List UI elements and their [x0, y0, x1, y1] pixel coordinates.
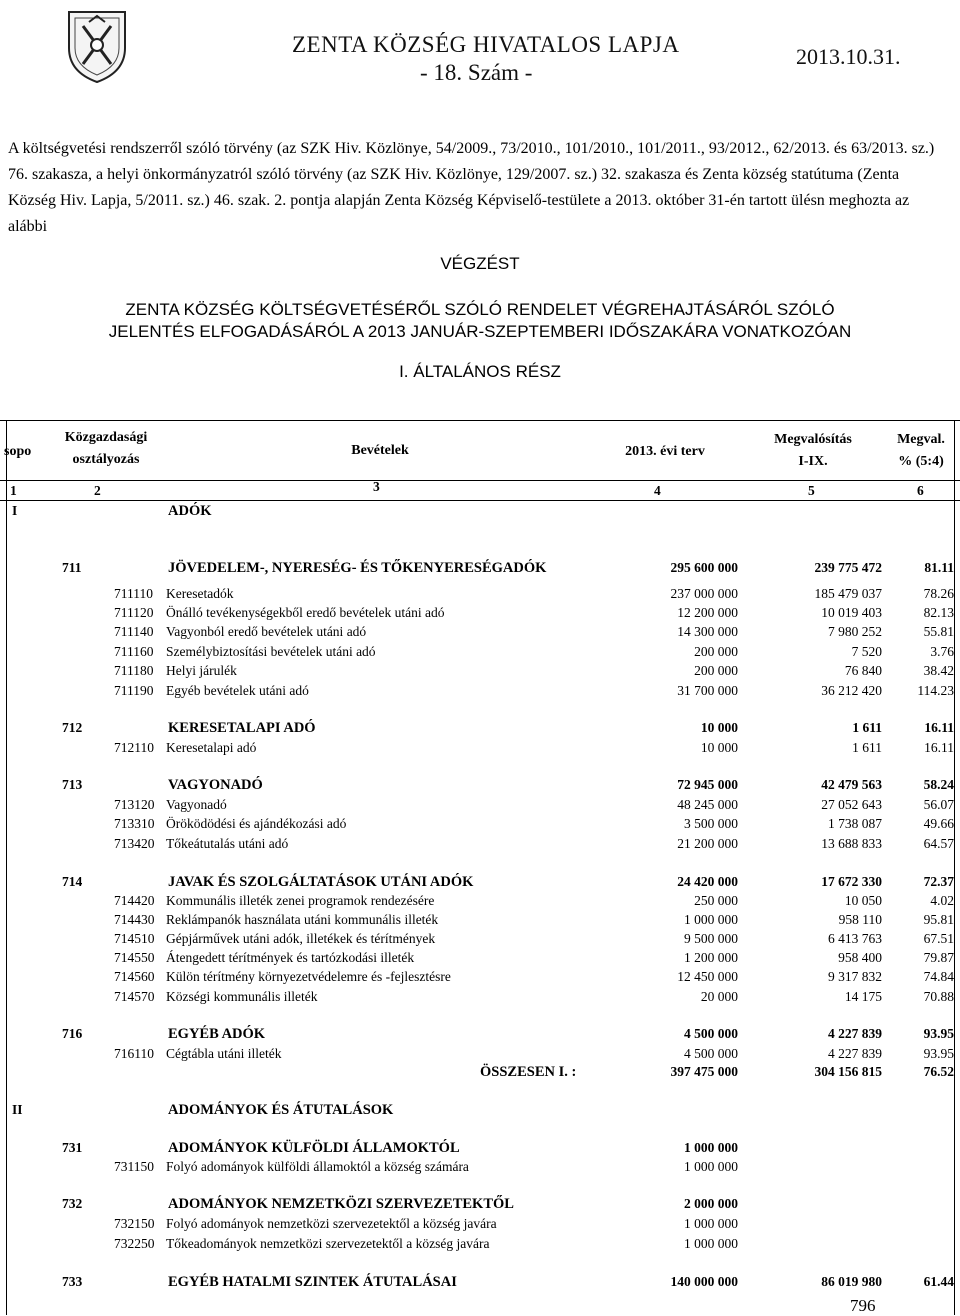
row-plan: 200 000 [694, 663, 738, 678]
row-code: 713420 [114, 836, 155, 851]
row-percent: 61.44 [923, 1274, 954, 1289]
table-row [0, 740, 960, 756]
row-code: 716 [62, 1026, 83, 1041]
table-row [0, 683, 960, 699]
row-code: 713 [62, 777, 83, 792]
row-percent: 16.11 [924, 740, 954, 755]
row-name: Önálló tevékenységekből eredő bevételek utáni adó [166, 605, 445, 620]
row-code: 716110 [114, 1046, 154, 1061]
column-number: 4 [654, 483, 661, 498]
table-row [0, 1216, 960, 1232]
row-realization: 10 019 403 [821, 605, 882, 620]
row-name: ÖSSZESEN I. : [480, 1064, 577, 1080]
column-number-row [0, 479, 960, 499]
row-realization: 304 156 815 [814, 1064, 882, 1079]
row-group: I [12, 503, 18, 518]
row-percent: 55.81 [923, 624, 954, 639]
header-realization-2: I-IX. [798, 454, 828, 469]
row-code: 711140 [114, 624, 154, 639]
table-row [0, 836, 960, 852]
row-code: 711160 [114, 644, 154, 659]
row-realization: 6 413 763 [828, 931, 882, 946]
column-number: 6 [917, 483, 924, 498]
row-percent: 78.26 [923, 586, 954, 601]
row-name: ADOMÁNYOK NEMZETKÖZI SZERVEZETEKTŐL [168, 1196, 514, 1212]
row-percent: 3.76 [930, 644, 954, 659]
table-row [0, 644, 960, 660]
table-row [0, 1196, 960, 1212]
row-name: Gépjárművek utáni adók, illetékek és térítmények [166, 931, 436, 946]
table-row [0, 1140, 960, 1156]
page-header [0, 0, 960, 88]
row-code: 731 [62, 1140, 83, 1155]
row-percent: 93.95 [923, 1026, 954, 1041]
row-name: Átengedett térítmények és tartózkodási illeték [166, 950, 415, 965]
row-code: 714510 [114, 931, 155, 946]
row-code: 711120 [114, 605, 154, 620]
row-plan: 397 475 000 [670, 1064, 738, 1079]
row-realization: 7 980 252 [828, 624, 882, 639]
row-plan: 10 000 [700, 720, 738, 735]
row-name: Egyéb bevételek utáni adó [166, 683, 309, 698]
header-percent-1: Megval. [897, 432, 945, 447]
row-plan: 31 700 000 [677, 683, 738, 698]
issue-number: - 18. Szám - [420, 60, 533, 85]
row-code: 711110 [114, 586, 153, 601]
table-row [0, 893, 960, 909]
table-row [0, 797, 960, 813]
row-name: Keresetalapi adó [166, 740, 257, 755]
row-plan: 4 500 000 [684, 1026, 738, 1041]
row-name: VAGYONADÓ [168, 777, 263, 793]
journal-title: ZENTA KÖZSÉG HIVATALOS LAPJA [292, 32, 680, 57]
column-number: 1 [10, 483, 17, 498]
table-row [0, 1159, 960, 1175]
row-realization: 4 227 839 [828, 1026, 882, 1041]
row-code: 733 [62, 1274, 83, 1289]
row-name: Folyó adományok külföldi államoktól a község számára [166, 1159, 469, 1174]
table-row [0, 1064, 960, 1080]
section-title: I. ÁLTALÁNOS RÉSZ [399, 362, 561, 381]
issue-date: 2013.10.31. [796, 44, 901, 69]
row-realization: 42 479 563 [821, 777, 882, 792]
row-realization: 1 738 087 [828, 816, 882, 831]
row-code: 731150 [114, 1159, 154, 1174]
row-percent: 4.02 [930, 893, 954, 908]
row-realization: 76 840 [844, 663, 882, 678]
row-realization: 27 052 643 [821, 797, 882, 812]
row-realization: 86 019 980 [821, 1274, 882, 1289]
row-percent: 76.52 [923, 1064, 954, 1079]
row-code: 732 [62, 1196, 83, 1211]
table-row [0, 560, 960, 576]
subject-line-2: JELENTÉS ELFOGADÁSÁRÓL A 2013 JANUÁR-SZEPTEMBERI IDŐSZAKÁRA VONATKOZÓAN [108, 322, 852, 341]
row-name: ADÓK [168, 503, 212, 519]
row-name: Vagyonból eredő bevételek utáni adó [166, 624, 367, 639]
row-realization: 958 400 [838, 950, 882, 965]
row-plan: 20 000 [700, 989, 738, 1004]
table-row [0, 989, 960, 1005]
row-percent: 64.57 [923, 836, 954, 851]
row-realization: 185 479 037 [814, 586, 882, 601]
row-realization: 9 317 832 [828, 969, 882, 984]
row-percent: 49.66 [923, 816, 954, 831]
row-plan: 24 420 000 [677, 874, 738, 889]
row-plan: 21 200 000 [677, 836, 738, 851]
table-row [0, 874, 960, 890]
row-name: Tőkeadományok nemzetközi szervezetektől a község javára [166, 1236, 490, 1251]
row-name: Cégtábla utáni illeték [166, 1046, 282, 1061]
page-number: 796 [850, 1296, 876, 1315]
row-plan: 1 000 000 [684, 1159, 738, 1174]
municipal-crest-icon [63, 8, 131, 84]
table-row [0, 931, 960, 947]
row-plan: 9 500 000 [684, 931, 738, 946]
table-row [0, 1236, 960, 1252]
row-plan: 12 450 000 [677, 969, 738, 984]
row-realization: 4 227 839 [828, 1046, 882, 1061]
numbers-divider [0, 500, 960, 501]
row-plan: 295 600 000 [670, 560, 738, 575]
row-name: Személybiztosítási bevételek utáni adó [166, 644, 376, 659]
table-left-border [6, 420, 7, 1315]
table-top-border [0, 420, 960, 421]
header-divider [0, 480, 960, 481]
row-name: EGYÉB HATALMI SZINTEK ÁTUTALÁSAI [168, 1274, 457, 1290]
row-code: 714430 [114, 912, 155, 927]
row-percent: 58.24 [923, 777, 954, 792]
row-code: 714550 [114, 950, 155, 965]
row-percent: 82.13 [923, 605, 954, 620]
row-plan: 1 000 000 [684, 1236, 738, 1251]
row-plan: 2 000 000 [684, 1196, 738, 1211]
row-percent: 93.95 [923, 1046, 954, 1061]
row-code: 712 [62, 720, 83, 735]
table-row [0, 586, 960, 602]
row-code: 713120 [114, 797, 155, 812]
table-row [0, 777, 960, 793]
table-row [0, 624, 960, 640]
intro-paragraph: A költségvetési rendszerről szóló törvény (az SZK Hiv. Közlönye, 54/2009., 73/2010., 101/2010., 101/2011., 93/2012., 62/2013. és 63/2013. sz.) 76. szakasza, a helyi önkormányzatról szóló törvény (az SZK Hiv. Közlönye, 129/2007. sz.) 32. szakasza és Zenta község statútuma (Zenta Község Hiv. Lapja, 5/2011. sz.) 46. szak. 2. pontja alapján Zenta Község Képviselő-testülete a 2013. október 31-én tartott ülésn meghozta az alábbi [8, 140, 935, 235]
row-plan: 1 000 000 [684, 1140, 738, 1155]
row-percent: 74.84 [923, 969, 954, 984]
row-name: JÖVEDELEM-, NYERESÉG- ÉS TŐKENYERESÉGADÓK [168, 560, 547, 576]
row-name: Vagyonadó [166, 797, 227, 812]
header-classification-2: osztályozás [72, 452, 140, 467]
row-plan: 12 200 000 [677, 605, 738, 620]
header-classification-1: Közgazdasági [64, 430, 148, 445]
row-name: ADOMÁNYOK ÉS ÁTUTALÁSOK [168, 1102, 394, 1118]
column-number: 5 [808, 483, 815, 498]
column-number: 2 [94, 483, 101, 498]
table-row [0, 1102, 960, 1118]
table-row [0, 950, 960, 966]
row-name: Folyó adományok nemzetközi szervezetektől a község javára [166, 1216, 497, 1231]
row-realization: 239 775 472 [814, 560, 882, 575]
row-code: 711180 [114, 663, 154, 678]
row-name: Öröködödési és ajándékozási adó [166, 816, 347, 831]
row-plan: 200 000 [694, 644, 738, 659]
row-plan: 237 000 000 [670, 586, 738, 601]
row-percent: 79.87 [923, 950, 954, 965]
subject-line-1: ZENTA KÖZSÉG KÖLTSÉGVETÉSÉRŐL SZÓLÓ RENDELET VÉGREHAJTÁSÁRÓL SZÓLÓ [125, 300, 835, 319]
row-percent: 72.37 [923, 874, 954, 889]
table-row [0, 663, 960, 679]
header-realization-1: Megvalósítás [774, 432, 852, 447]
row-realization: 13 688 833 [821, 836, 882, 851]
row-realization: 7 520 [851, 644, 882, 659]
header-group: sopo [4, 444, 32, 459]
row-percent: 38.42 [923, 663, 954, 678]
row-plan: 1 000 000 [684, 1216, 738, 1231]
row-realization: 10 050 [844, 893, 882, 908]
row-code: 714570 [114, 989, 155, 1004]
header-revenues: Bevételek [351, 443, 409, 458]
row-code: 711190 [114, 683, 154, 698]
row-plan: 14 300 000 [677, 624, 738, 639]
row-plan: 140 000 000 [670, 1274, 738, 1289]
row-code: 732150 [114, 1216, 155, 1231]
table-row [0, 720, 960, 736]
row-name: Reklámpanók használata utáni kommunális illeték [166, 912, 439, 927]
header-percent-2: % (5:4) [898, 454, 944, 469]
table-row [0, 912, 960, 928]
table-row [0, 1274, 960, 1290]
row-name: JAVAK ÉS SZOLGÁLTATÁSOK UTÁNI ADÓK [168, 874, 474, 890]
row-name: Helyi járulék [166, 663, 237, 678]
row-realization: 1 611 [852, 740, 882, 755]
row-realization: 17 672 330 [821, 874, 882, 889]
row-percent: 81.11 [924, 560, 954, 575]
row-plan: 1 000 000 [684, 912, 738, 927]
row-realization: 958 110 [838, 912, 882, 927]
table-row [0, 605, 960, 621]
row-plan: 48 245 000 [677, 797, 738, 812]
row-realization: 14 175 [844, 989, 882, 1004]
table-row [0, 1046, 960, 1062]
decision-heading: VÉGZÉST [440, 254, 520, 273]
row-name: Külön térítmény környezetvédelemre és -fejlesztésre [166, 969, 451, 984]
row-name: Községi kommunális illeték [166, 989, 318, 1004]
row-code: 713310 [114, 816, 155, 831]
table-row [0, 816, 960, 832]
table-row [0, 503, 960, 519]
row-code: 714 [62, 874, 83, 889]
row-realization: 36 212 420 [821, 683, 882, 698]
table-right-border [954, 420, 955, 1315]
row-plan: 250 000 [694, 893, 738, 908]
row-name: Keresetadók [166, 586, 234, 601]
row-plan: 1 200 000 [684, 950, 738, 965]
column-number: 3 [373, 479, 380, 494]
table-row [0, 1026, 960, 1042]
row-name: EGYÉB ADÓK [168, 1026, 266, 1042]
row-plan: 4 500 000 [684, 1046, 738, 1061]
row-code: 714420 [114, 893, 155, 908]
table-row [0, 969, 960, 985]
row-plan: 72 945 000 [677, 777, 738, 792]
row-percent: 16.11 [924, 720, 954, 735]
row-code: 714560 [114, 969, 155, 984]
row-group: II [12, 1102, 23, 1117]
row-code: 732250 [114, 1236, 155, 1251]
row-realization: 1 611 [852, 720, 882, 735]
row-plan: 10 000 [700, 740, 738, 755]
row-percent: 70.88 [923, 989, 954, 1004]
header-plan: 2013. évi terv [625, 444, 705, 459]
row-code: 711 [62, 560, 82, 575]
row-percent: 95.81 [923, 912, 954, 927]
row-plan: 3 500 000 [684, 816, 738, 831]
row-percent: 67.51 [923, 931, 954, 946]
row-percent: 114.23 [917, 683, 954, 698]
row-name: Tőkeátutalás utáni adó [166, 836, 289, 851]
row-name: ADOMÁNYOK KÜLFÖLDI ÁLLAMOKTÓL [168, 1140, 460, 1156]
row-percent: 56.07 [923, 797, 954, 812]
row-name: Kommunális illeték zenei programok rendezésére [166, 893, 435, 908]
row-name: KERESETALAPI ADÓ [168, 720, 316, 736]
row-code: 712110 [114, 740, 154, 755]
